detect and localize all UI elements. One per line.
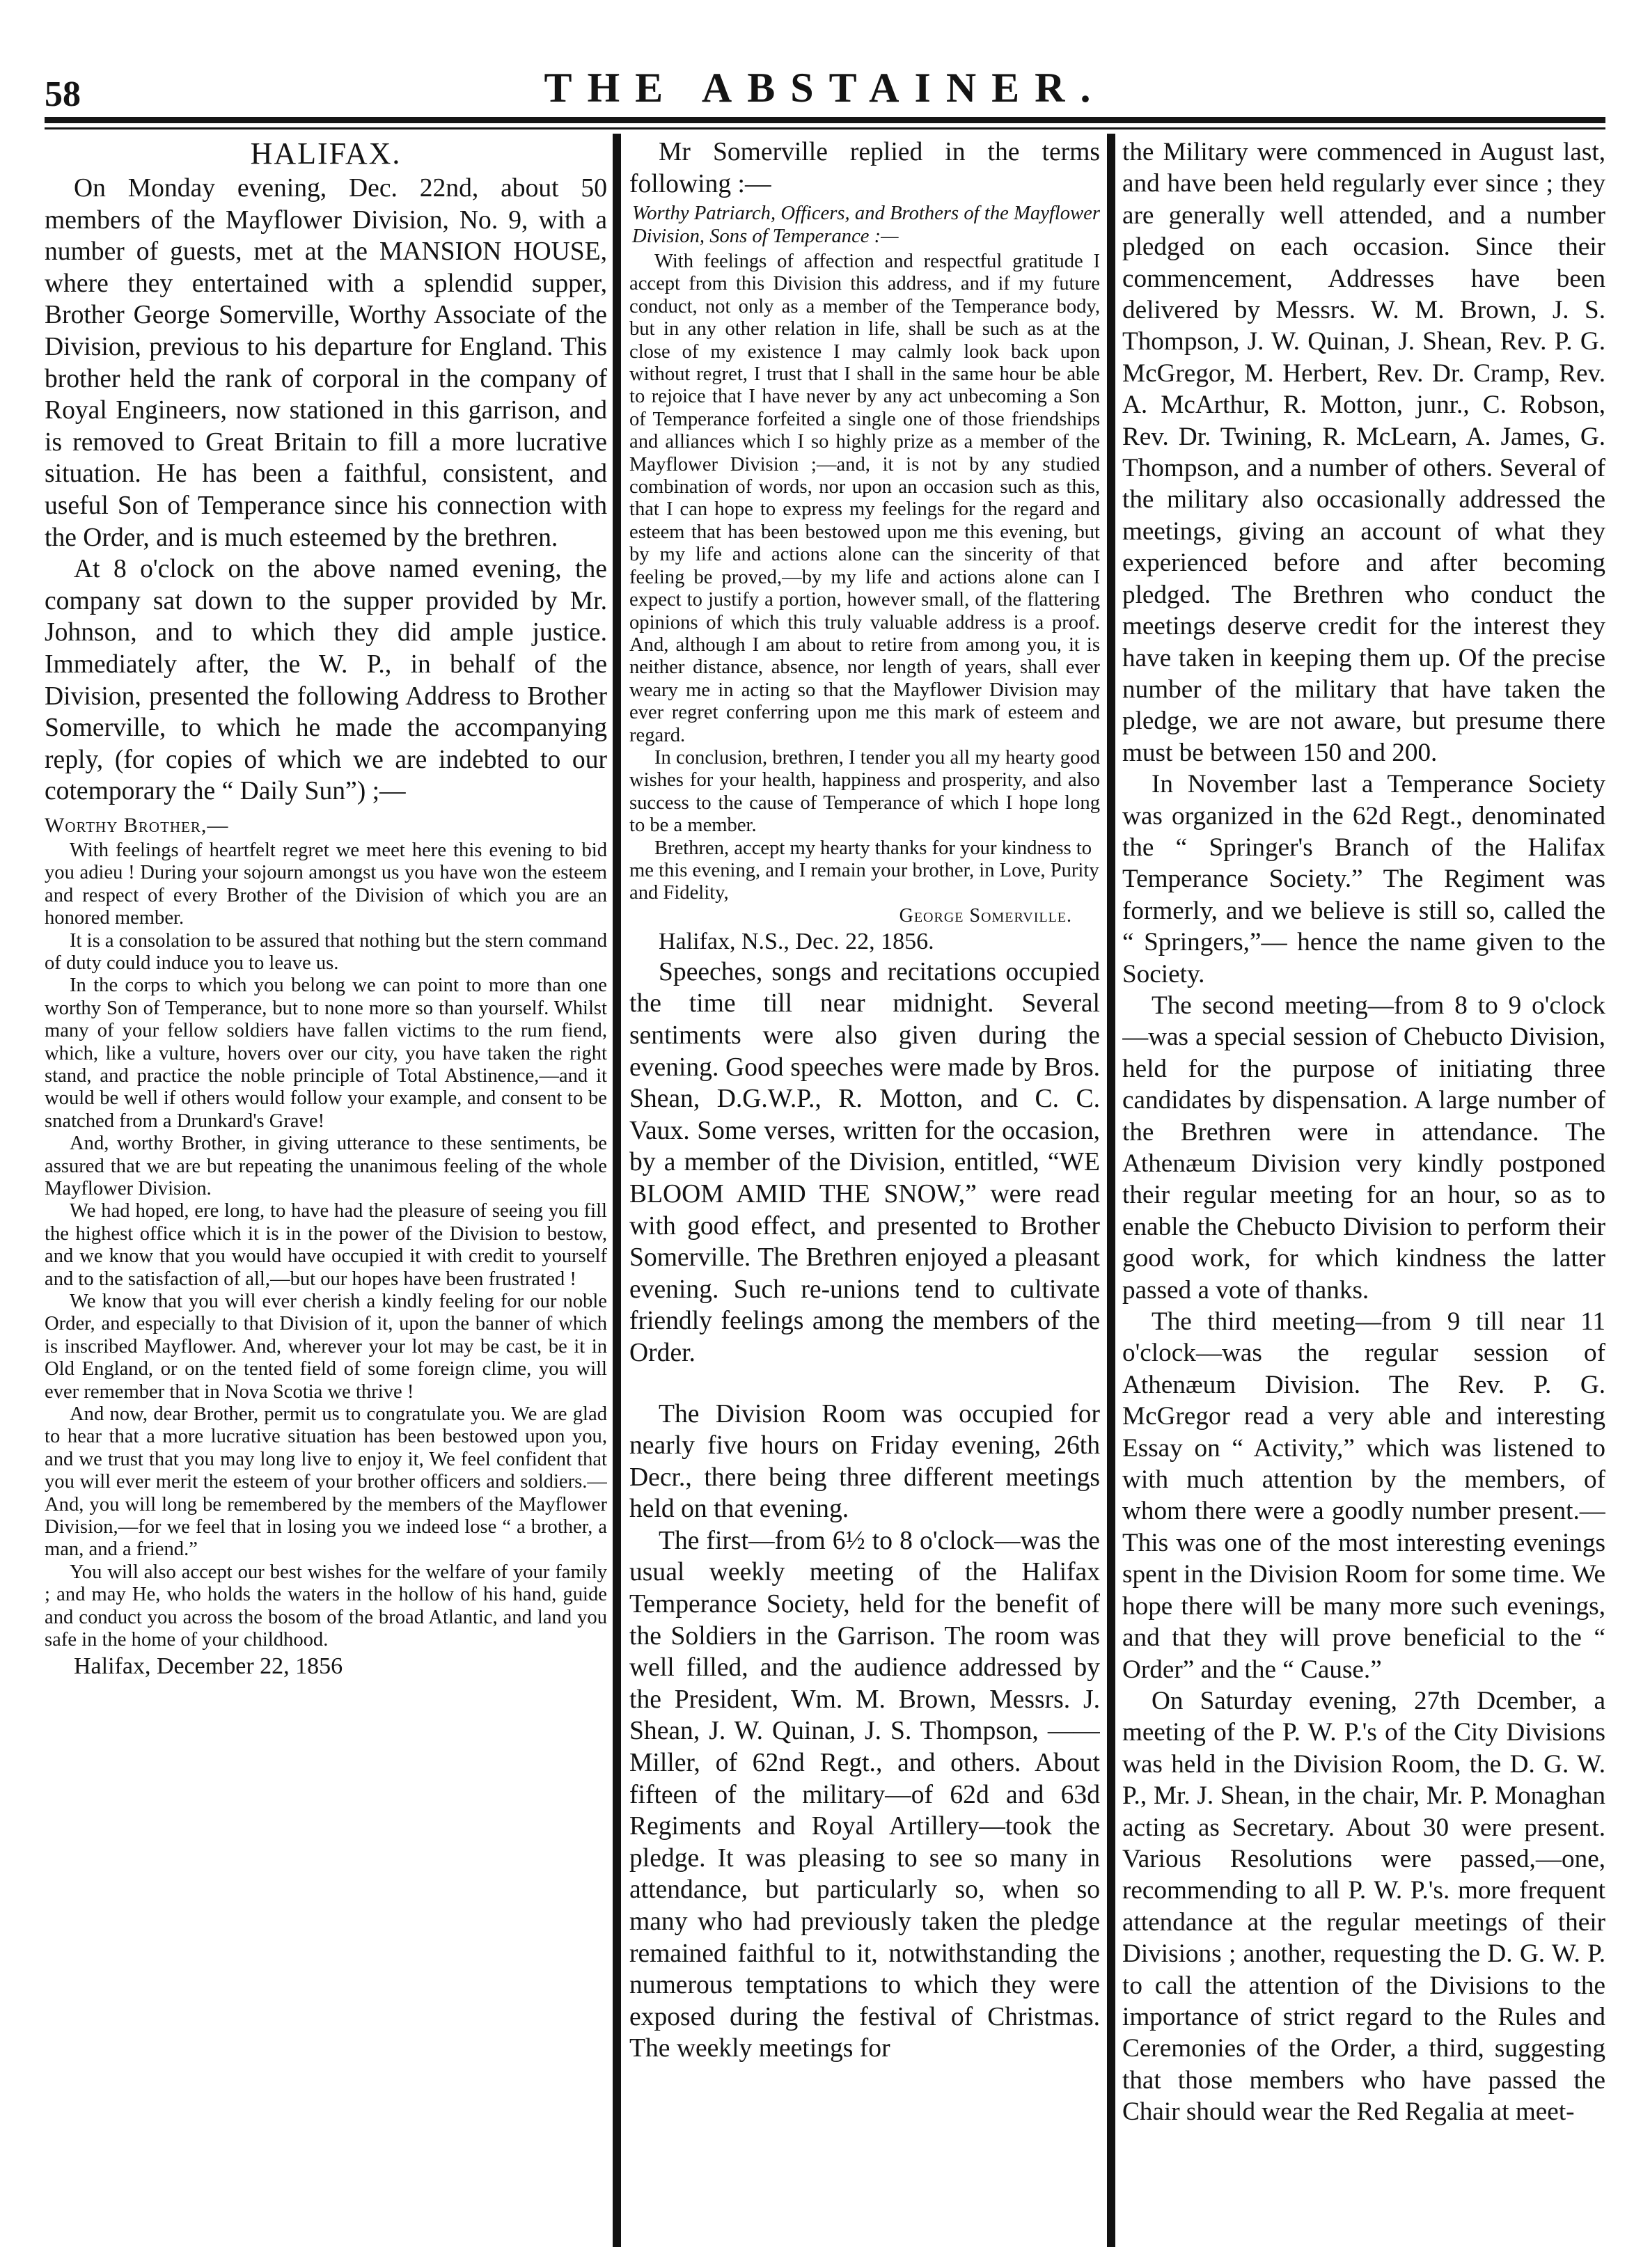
article-paragraph: The first—from 6½ to 8 o'clock—was the usual weekly meeting of the Halifax Temperance Society, held for the benefit of the Soldiers in the Garrison. The room was well filled, and the audience addressed by the President, Wm. M. Brown, Messrs. J. Shean, J. W. Quinan, J. S. Thompson, —— Miller, of 62nd Regt., and others. About fifteen of the military—of 62d and 63d Regiments and Royal Artillery—took the pledge. It was pleasing to see so many in attendance, but particularly so, when so many who had previously taken the pledge remained faithful to it, notwithstanding the numerous temptations to which they were exposed during the festival of Christmas. The weekly meetings for	[629, 1526, 1100, 2063]
article-paragraph: The Division Room was occupied for nearly five hours on Friday evening, 26th Decr., there being three different meetings held on that evening.	[629, 1399, 1100, 1524]
reply-paragraph: With feelings of affection and respectful gratitude I accept from this Division this address, and if my future conduct, not only as a member of the Temperance body, but in any other relation in life, shall be such as at the close of my existence I may calmly look back upon without regret, I trust that I shall in the same hour be able to rejoice that I have never by any act unbecoming a Son of Temperance forfeited a single one of those friendships and alliances which I so highly prize as a member of the Mayflower Division ;—and, it is not by any studied combination of words, nor upon an occasion such as this, that I can hope to express my feelings for the regard and esteem that has been bestowed upon me this evening, but by my life and actions alone can the sincerity of that feeling be proved,—by my life and actions alone can I expect to justify a portion, however small, of the flattering opinions of which this truly valuable address is a proof. And, although I am about to retire from among you, it is neither distance, absence, nor length of years, shall ever weary me in acting so that the Mayflower Division may ever regret conferring upon me this mark of esteem and regard.	[629, 251, 1100, 746]
running-title: THE ABSTAINER.	[544, 65, 1106, 111]
address-paragraph: We know that you will ever cherish a kindly feeling for our noble Order, and especially to that Division of it, upon the banner of which is inscribed Mayflower. And, wherever your lot may be cast, be it in Old England, or on the tented field of some foreign clime, you will ever remember that in Nova Scotia we thrive !	[45, 1291, 607, 1403]
column-2	[629, 136, 1100, 2253]
column-rule-right	[1107, 134, 1115, 2247]
address-salutation: Worthy Brother,—	[45, 813, 229, 837]
column-rule-left	[613, 134, 621, 2247]
address-paragraph: In the corps to which you belong we can point to more than one worthy Son of Temperance, but to none more so than yourself. Whilst many of your fellow soldiers have fallen victims to the rum fiend, which, like a vulture, hovers over our city, you have taken the right stand, and practice the noble principle of Total Abstinence,—and it would be well if others would follow your example, and consent to be snatched from a Drunkard's Grave!	[45, 975, 607, 1132]
article-paragraph: Speeches, songs and recitations occupied the time till near midnight. Several sentiments were also given during the evening. Good speeches were made by Bros. Shean, D.G.W.P., R. Motton, and C. C. Vaux. Some verses, written for the occasion, by a member of the Division, entitled, “WE BLOOM AMID THE SNOW,” were read with good effect, and presented to Brother Somerville. The Brethren enjoyed a pleasant evening. Such re-unions tend to cultivate friendly feelings among the members of the Order.	[629, 957, 1100, 1367]
address-paragraph: You will also accept our best wishes for the welfare of your family ; and may He, who holds the waters in the hollow of his hand, guide and conduct you across the bosom of the broad Atlantic, and land you safe in the home of your childhood.	[45, 1561, 607, 1651]
reply-paragraph: In conclusion, brethren, I tender you all my hearty good wishes for your health, happiness and prosperity, and also success to the cause of Temperance of which I hope long to be a member.	[629, 746, 1100, 837]
reply-dateline: Halifax, N.S., Dec. 22, 1856.	[659, 928, 934, 954]
article-paragraph: the Military were commenced in August last, and have been held regularly ever since ; they are generally well attended, and a number pledged on each occasion. Since their commencement, Addresses have been delivered by Messrs. W. M. Brown, J. S. Thompson, J. W. Quinan, J. Shean, Rev. P. G. McGregor, M. Herbert, Rev. Dr. Cramp, Rev. A. McArthur, R. Motton, junr., C. Robson, Rev. Dr. Twining, R. McLearn, A. James, G. Thompson, and a number of others. Several of the military also occasionally addressed the meetings, giving an account of what they experienced before and after becoming pledged. The Brethren who conduct the meetings deserve credit for the interest they have taken in keeping them up. Of the precise number of the military that have taken the pledge, we are not aware, but presume there must be between 150 and 200.	[1122, 138, 1605, 767]
column-1	[45, 136, 607, 2253]
address-paragraph: With feelings of heartfelt regret we meet here this evening to bid you adieu ! During your sojourn amongst us you have won the esteem and respect of every Brother of the Division of which you are an honored member.	[45, 839, 607, 929]
header-rule-thick	[45, 117, 1605, 123]
address-dateline: Halifax, December 22, 1856	[74, 1653, 343, 1679]
article-paragraph: The second meeting—from 8 to 9 o'clock—was a special session of Chebucto Division, held for the purpose of initiating three candidates by dispensation. A large number of the Brethren were in attendance. The Athenæum Division very kindly postponed their regular meeting for an hour, so as to enable the Chebucto Division to perform their good work, for which kindness the latter passed a vote of thanks.	[1122, 991, 1605, 1305]
address-paragraph: We had hoped, ere long, to have had the pleasure of seeing you fill the highest office which it is in the power of the Division to bestow, and we know that you would have occupied it with credit to yourself and to the satisfaction of all,—but our hopes have been frustrated !	[45, 1200, 607, 1290]
address-paragraph: And, worthy Brother, in giving utterance to these sentiments, be assured that we are but repeating the unanimous feeling of the whole Mayflower Division.	[45, 1133, 607, 1199]
reply-signoff: Brethren, accept my hearty thanks for your kindness to me this evening, and I remain your brother, in Love, Purity and Fidelity,	[629, 837, 1099, 904]
reply-address-to: Worthy Patriarch, Officers, and Brothers of the Mayflower Division, Sons of Temperance :—	[632, 203, 1100, 247]
article-paragraph: On Monday evening, Dec. 22nd, about 50 members of the Mayflower Division, No. 9, with a number of guests, met at the MANSION HOUSE, where they entertained with a splendid supper, Brother George Somerville, Worthy Associate of the Division, previous to his departure for England. This brother held the rank of corporal in the company of Royal Engineers, now stationed in this garrison, and is removed to Great Britain to fill a more lucrative situation. He has been a faithful, consistent, and useful Son of Temperance since his connection with the Order, and is much esteemed by the brethren.	[45, 174, 607, 552]
reply-lead-in: Mr Somerville replied in the terms following :—	[629, 138, 1100, 198]
column-3	[1122, 136, 1605, 2253]
article-paragraph: The third meeting—from 9 till near 11 o'clock—was the regular session of Athenæum Division. The Rev. P. G. McGregor read a very able and interesting Essay on “ Activity,” which was listened to with much attention by the members, of whom there were a goodly number present.—This was one of the most interesting evenings spent in the Division Room for some time. We hope there will be many more such evenings, and that they will prove beneficial to the “ Order” and the “ Cause.”	[1122, 1307, 1605, 1684]
reply-signature: George Somerville.	[899, 904, 1072, 927]
article-paragraph: At 8 o'clock on the above named evening, the company sat down to the supper provided by Mr. Johnson, and to which they did ample justice. Immediately after, the W. P., in behalf of the Division, presented the following Address to Brother Somerville, to which he made the accompanying reply, (for copies of which we are indebted to our cotemporary the “ Daily Sun”) ;—	[45, 555, 607, 806]
page-number: 58	[45, 74, 81, 114]
header-rule-thin	[45, 127, 1605, 129]
address-paragraph: And now, dear Brother, permit us to congratulate you. We are glad to hear that a more lucrative situation has been bestowed upon you, and we trust that you may long live to enjoy it, We feel confident that you will ever merit the esteem of your brother officers and soldiers.— And, you will long be remembered by the members of the Mayflower Division,—for we feel that in losing you we indeed lose “ a brother, a man, and a friend.”	[45, 1403, 607, 1561]
article-heading: HALIFAX.	[250, 136, 402, 171]
article-paragraph: On Saturday evening, 27th Dcember, a meeting of the P. W. P.'s of the City Divisions was held in the Division Room, the D. G. W. P., Mr. J. Shean, in the chair, Mr. P. Monaghan acting as Secretary. About 30 were present. Various Resolutions were passed,—one, recommending to all P. W. P.'s. more frequent attendance at the regular meetings of their Divisions ; another, requesting the D. G. W. P. to call the attention of the Divisions to the importance of strict regard to the Rules and Ceremonies of the Order, a third, suggesting that those members who have passed the Chair should wear the Red Regalia at meet-	[1122, 1686, 1605, 2127]
section-spacer	[629, 1369, 1100, 1399]
address-paragraph: It is a consolation to be assured that nothing but the stern command of duty could induce you to leave us.	[45, 929, 607, 974]
article-paragraph: In November last a Temperance Society was organized in the 62d Regt., denominated the “ Springer's Branch of the Halifax Temperance Society.” The Regiment was formerly, and we believe is still so, called the “ Springers,”— hence the name given to the Society.	[1122, 770, 1605, 989]
